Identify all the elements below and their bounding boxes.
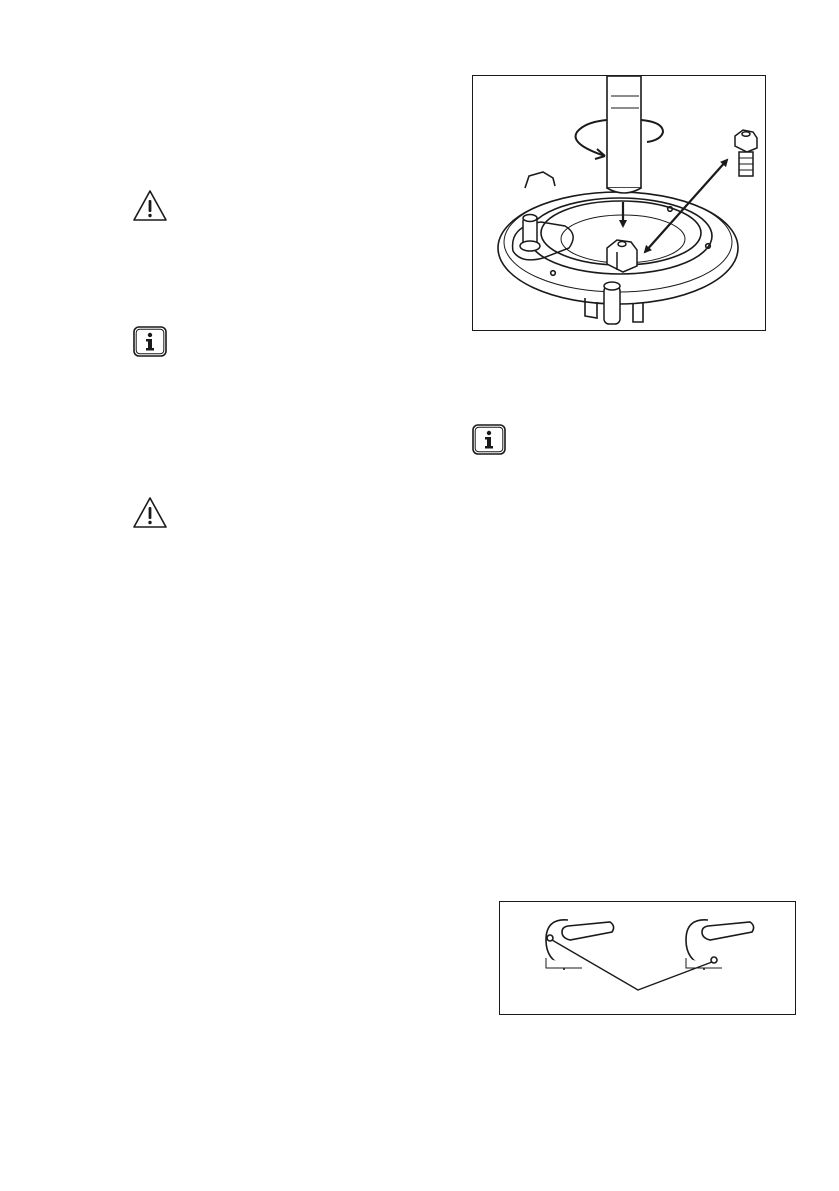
ignition-plug	[604, 282, 620, 324]
info-icon	[472, 424, 506, 455]
injector-nozzle	[607, 240, 637, 272]
info-icon	[133, 326, 167, 357]
spare-injector	[735, 130, 757, 176]
burner-injector-illustration	[472, 75, 766, 331]
control-knob	[686, 920, 754, 970]
control-knob	[546, 920, 614, 970]
thermocouple	[513, 215, 574, 260]
control-knobs-illustration	[499, 901, 796, 1015]
warning-triangle-icon	[132, 495, 168, 531]
warning-triangle-icon	[132, 188, 168, 224]
socket-wrench	[607, 76, 641, 193]
